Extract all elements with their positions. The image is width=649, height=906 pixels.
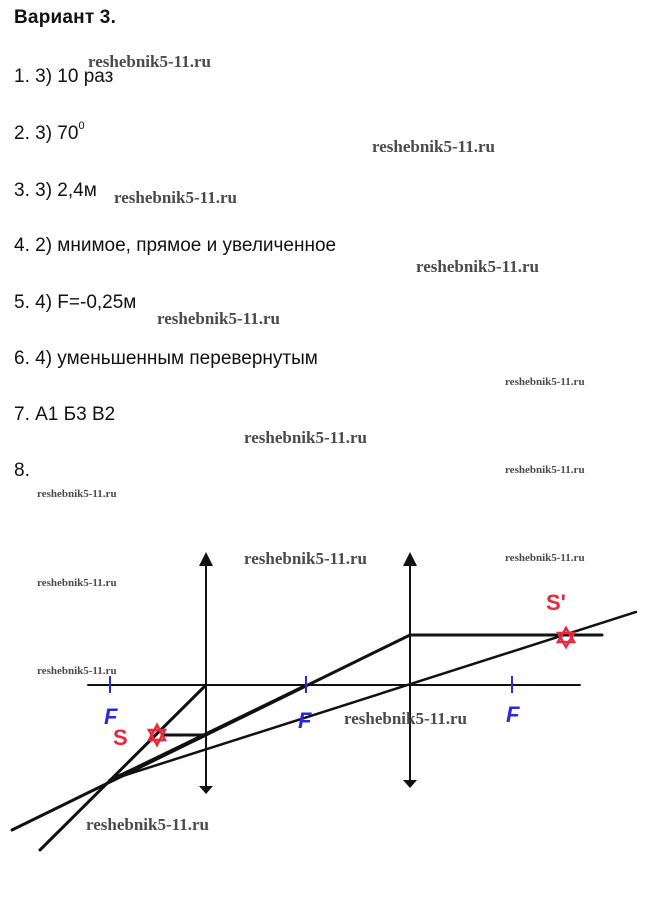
watermark: reshebnik5-11.ru — [37, 577, 117, 589]
watermark: reshebnik5-11.ru — [157, 309, 280, 328]
source-label: S — [113, 725, 128, 750]
watermark: reshebnik5-11.ru — [86, 815, 209, 834]
image-star-icon — [558, 628, 574, 647]
watermark: reshebnik5-11.ru — [416, 257, 539, 276]
first-lens-top-arrow — [199, 552, 213, 566]
second-lens-bottom-arrow — [403, 780, 417, 788]
watermark: reshebnik5-11.ru — [244, 428, 367, 447]
answer-2-text: 2. 3) 70 — [14, 123, 79, 144]
focus-label-middle: F — [298, 708, 312, 733]
watermark: reshebnik5-11.ru — [505, 552, 585, 564]
first-lens-bottom-arrow — [199, 786, 213, 794]
answer-1: 1. 3) 10 раз — [14, 66, 114, 87]
watermark: reshebnik5-11.ru — [505, 464, 585, 476]
degree-superscript: 0 — [78, 120, 85, 132]
focus-label-left: F — [104, 704, 118, 729]
watermark: reshebnik5-11.ru — [244, 549, 367, 568]
answer-8: 8. — [14, 460, 30, 481]
focus-label-right: F — [506, 702, 520, 727]
diagram-lines — [12, 552, 636, 850]
watermark: reshebnik5-11.ru — [114, 188, 237, 207]
answer-6: 6. 4) уменьшенным перевернутым — [14, 348, 318, 369]
watermark: reshebnik5-11.ru — [88, 52, 211, 71]
watermark: reshebnik5-11.ru — [37, 488, 117, 500]
watermark: reshebnik5-11.ru — [344, 709, 467, 728]
answer-3: 3. 3) 2,4м — [14, 180, 97, 201]
watermark: reshebnik5-11.ru — [372, 137, 495, 156]
page-title: Вариант 3. — [14, 7, 117, 28]
watermark: reshebnik5-11.ru — [37, 665, 117, 677]
answer-2 — [14, 120, 85, 145]
image-label: S' — [546, 590, 566, 615]
answer-5: 5. 4) F=-0,25м — [14, 292, 137, 313]
answer-4: 4. 2) мнимое, прямое и увеличенное — [14, 235, 337, 256]
ray-long — [110, 612, 636, 780]
answer-7: 7. А1 Б3 В2 — [14, 404, 116, 425]
second-lens-top-arrow — [403, 552, 417, 566]
ray-through-focus — [110, 685, 306, 780]
watermark: reshebnik5-11.ru — [505, 376, 585, 388]
